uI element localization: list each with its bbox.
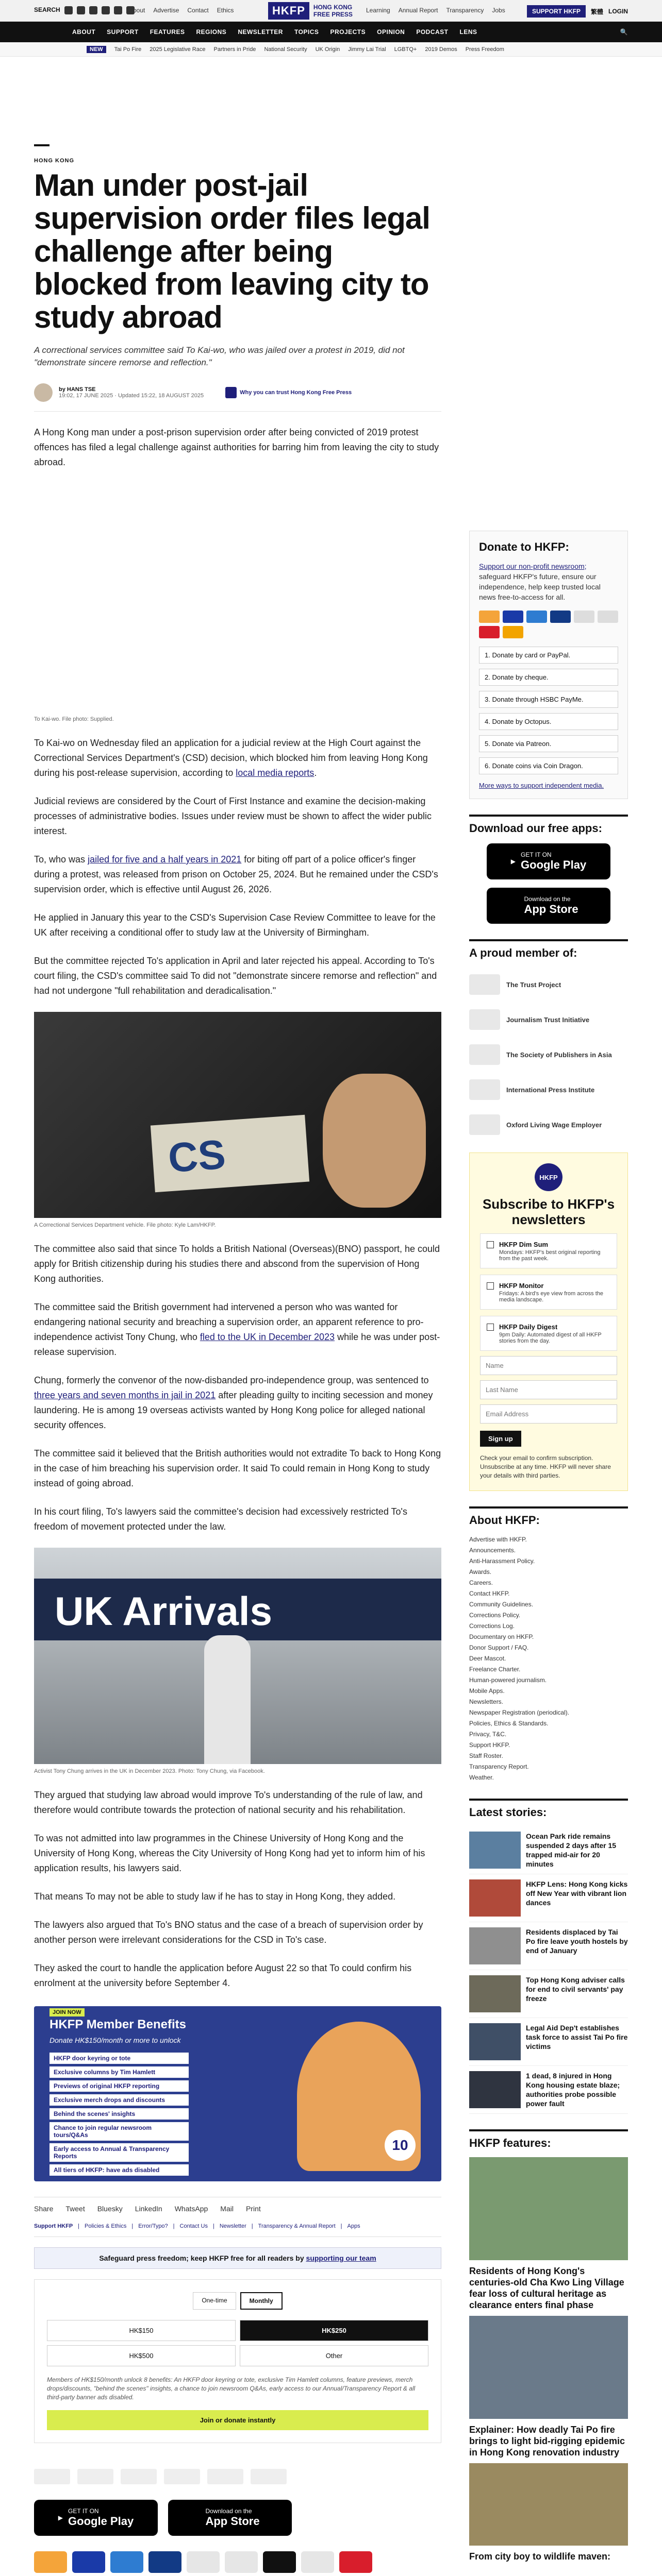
footer-link[interactable]: Contact Us: [179, 2223, 208, 2229]
nav-search-icon[interactable]: 🔍: [620, 28, 628, 36]
nav-support[interactable]: SUPPORT: [107, 28, 139, 36]
amount-option-other[interactable]: Other: [240, 2345, 428, 2366]
member-benefits-banner[interactable]: [34, 2006, 441, 2181]
latest-story[interactable]: 1 dead, 8 injured in Hong Kong housing estate blaze; authorities probe possible power fault: [469, 2066, 628, 2114]
member-list: [469, 967, 628, 1142]
photo-caption: A Correctional Services Department vehicle. File photo: Kyle Lam/HKFP.: [34, 1222, 216, 1228]
deer-mascot-icon: [297, 2022, 421, 2171]
payme-icon: [339, 2551, 372, 2573]
feature-image: [469, 2316, 628, 2419]
amex-icon: [110, 2551, 143, 2573]
amount-option-selected[interactable]: HK$250: [240, 2320, 428, 2341]
about-link[interactable]: Advertise with HKFP.: [469, 1536, 527, 1543]
top-bar: [0, 0, 662, 22]
trending-item[interactable]: 2025 Legislative Race: [150, 46, 206, 53]
paypal-icon: [550, 611, 571, 623]
benefit-item: HKFP door keyring or tote: [49, 2053, 189, 2064]
top-link-annual-report[interactable]: Annual Report: [398, 7, 438, 14]
logo-box: HKFP: [268, 2, 309, 20]
newsletter-option[interactable]: HKFP Monitor Fridays: A bird's eye view from across the media landscape.: [480, 1275, 617, 1310]
signup-button[interactable]: Sign up: [480, 1431, 521, 1447]
googlepay-icon: [301, 2551, 334, 2573]
trust-link[interactable]: Why you can trust Hong Kong Free Press: [225, 387, 352, 398]
jcb-icon: [187, 2551, 220, 2573]
features-title: HKFP features:: [469, 2129, 628, 2150]
new-badge: NEW: [87, 46, 106, 53]
top-links-right: [366, 7, 505, 14]
share-button[interactable]: Share: [34, 2205, 54, 2213]
newsletter-title: Subscribe to HKFP's newsletters: [482, 1196, 615, 1227]
paragraph: Chung, formerly the convenor of the now-disbanded pro-independence group, was sentenced to three years and seven months in jail in 2021 after pleading guilty to inciting secession and money laundering. He is among 19 overseas activists wanted by Hong Kong police for alleged national security offences.: [34, 1375, 433, 1430]
trust-project-icon: [469, 974, 500, 995]
about-link[interactable]: Documentary on HKFP.: [469, 1633, 534, 1640]
join-now-badge[interactable]: JOIN NOW: [49, 2008, 85, 2016]
byline: [34, 383, 441, 412]
monthly-option[interactable]: Monthly: [240, 2292, 283, 2310]
social-icons: [34, 6, 135, 14]
feature-story[interactable]: From city boy to wildlife maven:: [469, 2463, 628, 2562]
trending-item[interactable]: Jimmy Lai Trial: [348, 46, 386, 53]
nav-newsletter[interactable]: NEWSLETTER: [238, 28, 283, 36]
donate-text: Support our non-profit newsroom; safeguard HKFP's future, ensure our independence, help keep trusted local news free-to-access for all.: [479, 562, 601, 601]
paragraph: The committee said it believed that the British authorities would not extradite To back to Hong Kong in the case of him breaching his supervision order. It said To could remain in Hong Kong to study instead of going abroad.: [34, 1448, 441, 1488]
latest-story[interactable]: Ocean Park ride remains suspended 2 days after 15 trapped mid-air for 20 minutes: [469, 1826, 628, 1874]
story-thumbnail: [469, 2023, 521, 2060]
apps-title: Download our free apps:: [469, 815, 628, 835]
payment-methods: [34, 2551, 441, 2576]
trending-item[interactable]: 2019 Demos: [425, 46, 457, 53]
about-link[interactable]: Privacy, T&C.: [469, 1731, 507, 1738]
first-name-input[interactable]: Name: [480, 1356, 617, 1375]
feature-image: [469, 2157, 628, 2260]
linkedin-button[interactable]: LinkedIn: [135, 2205, 162, 2213]
paragraph: But the committee rejected To's application in April and later rejected his appeal. According to To's court filing, the CSD's committee said To did not "demonstrate sincere remorse and reflection" and had not undergone "full rehabilitation and deradicalisation.": [34, 956, 437, 996]
octopus-icon: [503, 626, 523, 638]
amount-option[interactable]: HK$150: [47, 2320, 236, 2341]
sopa-logo[interactable]: [121, 2469, 157, 2484]
unionpay-icon: [574, 611, 594, 623]
linkedin-icon[interactable]: [114, 6, 122, 14]
about-link[interactable]: Corrections Policy.: [469, 1612, 521, 1619]
trending-item[interactable]: Press Freedom: [465, 46, 504, 53]
story-thumbnail: [469, 1879, 521, 1917]
inline-link[interactable]: three years and seven months in jail in 2021: [34, 1390, 216, 1400]
nav-about[interactable]: ABOUT: [72, 28, 96, 36]
about-link[interactable]: Weather.: [469, 1774, 494, 1781]
top-link-advertise[interactable]: Advertise: [153, 7, 179, 14]
nav-podcast[interactable]: PODCAST: [416, 28, 449, 36]
inline-link[interactable]: fled to the UK in December 2023: [200, 1332, 335, 1342]
sidebar: [469, 531, 628, 2562]
anniversary-badge: 10: [385, 2130, 416, 2161]
member-item[interactable]: International Press Institute: [469, 1072, 628, 1107]
support-team-link[interactable]: supporting our team: [306, 2254, 376, 2262]
top-link-learning[interactable]: Learning: [366, 7, 390, 14]
about-link[interactable]: Contact HKFP.: [469, 1590, 510, 1597]
donate-option[interactable]: 3. Donate through HSBC PayMe.: [479, 691, 618, 708]
facebook-icon[interactable]: [77, 6, 85, 14]
site-logo[interactable]: [268, 2, 353, 20]
top-link-transparency[interactable]: Transparency: [446, 7, 484, 14]
paragraph: He applied in January this year to the CSD's Supervision Case Review Committee to leave for the UK after receiving a conditional offer to study law at the University of Birmingham.: [34, 912, 436, 938]
trending-item[interactable]: LGBTQ+: [394, 46, 417, 53]
vehicle-panel: CS: [151, 1115, 309, 1193]
about-link[interactable]: Newsletters.: [469, 1698, 504, 1705]
about-link[interactable]: Community Guidelines.: [469, 1601, 534, 1608]
member-item[interactable]: Journalism Trust Initiative: [469, 1002, 628, 1037]
app-store-button[interactable]: Download on the App Store: [168, 2500, 292, 2536]
benefit-item: Exclusive merch drops and discounts: [49, 2094, 189, 2106]
nav-lens[interactable]: LENS: [459, 28, 477, 36]
benefit-item: Exclusive columns by Tim Hamlett: [49, 2066, 189, 2078]
whatsapp-button[interactable]: WhatsApp: [174, 2205, 208, 2213]
about-link[interactable]: Staff Roster.: [469, 1752, 503, 1759]
ad-space: [34, 470, 441, 712]
photo-caption: To Kai-wo. File photo: Supplied.: [34, 716, 114, 722]
nav-projects[interactable]: PROJECTS: [330, 28, 366, 36]
award-logo[interactable]: [251, 2469, 287, 2484]
story-thumbnail: [469, 1975, 521, 2012]
top-link-about[interactable]: About: [129, 7, 145, 14]
paragraph: They argued that studying law abroad would improve To's understanding of the rule of law, and therefore would contribute towards the protection of national security and his rehabilitation.: [34, 1790, 423, 1815]
sopa-icon: [469, 1044, 500, 1065]
member-item[interactable]: The Trust Project: [469, 967, 628, 1002]
story-thumbnail: [469, 1832, 521, 1869]
footer-link[interactable]: Support HKFP: [34, 2223, 73, 2229]
about-link[interactable]: Transparency Report.: [469, 1763, 529, 1770]
about-link[interactable]: Awards.: [469, 1568, 492, 1575]
newsletter-note: Check your email to confirm subscription. Unsubscribe at any time. HKFP will never share your details with third parties.: [480, 1454, 611, 1479]
donate-option[interactable]: 1. Donate by card or PayPal.: [479, 647, 618, 664]
member-item[interactable]: The Society of Publishers in Asia: [469, 1037, 628, 1072]
mastercard-icon: [34, 2551, 67, 2573]
youtube-icon[interactable]: [102, 6, 110, 14]
footer-app-stores: [34, 2500, 441, 2536]
member-title: A proud member of:: [469, 939, 628, 960]
newsletter-option[interactable]: HKFP Daily Digest 9pm Daily: Automated digest of all HKFP stories from the day.: [480, 1316, 617, 1351]
login-link[interactable]: LOGIN: [608, 8, 628, 15]
author-avatar: [34, 383, 53, 402]
paragraph: The committee said the British government had intervened a person who was wanted for endangering national security and breaching a supervision order, an apparent reference to pro-independence activist Tony Chung, who fled to the UK in December 2023 while he was under post-release supervision.: [34, 1302, 440, 1357]
nav-features[interactable]: FEATURES: [150, 28, 185, 36]
checkbox[interactable]: [487, 1282, 494, 1290]
ipi-icon: [469, 1079, 500, 1100]
latest-story[interactable]: Residents displaced by Tai Po fire leave youth hostels by end of January: [469, 1922, 628, 1970]
article: [34, 88, 441, 2576]
article-standfirst: A correctional services committee said To Kai-wo, who was jailed over a protest in 2019, did not "demonstrate sincere remorse and reflection.": [34, 345, 405, 367]
top-link-contact[interactable]: Contact: [187, 7, 209, 14]
author-line: by HANS TSE: [59, 386, 96, 393]
story-thumbnail: [469, 1927, 521, 1964]
footer-link[interactable]: Policies & Ethics: [85, 2223, 127, 2229]
ipi-logo[interactable]: [164, 2469, 200, 2484]
bluesky-button[interactable]: Bluesky: [97, 2205, 123, 2213]
about-link[interactable]: Announcements.: [469, 1547, 516, 1554]
arrivals-sign: UK Arrivals: [34, 1579, 441, 1640]
inline-link[interactable]: jailed for five and a half years in 2021: [88, 854, 242, 865]
google-play-button[interactable]: ▶ GET IT ON Google Play: [34, 2500, 158, 2536]
footer-link[interactable]: Newsletter: [219, 2223, 246, 2229]
trust-badge-icon: [225, 387, 237, 398]
jti-logo[interactable]: [77, 2469, 113, 2484]
story-thumbnail: [469, 2071, 521, 2108]
donation-form: [34, 2279, 441, 2443]
newsletter-widget: [469, 1153, 628, 1491]
paragraph: In his court filing, To's lawyers said the committee's decision had excessively restricted To's freedom of movement protected under the law.: [34, 1506, 407, 1532]
footer-link[interactable]: Error/Typo?: [138, 2223, 168, 2229]
donate-option[interactable]: 5. Donate via Patreon.: [479, 735, 618, 752]
benefit-item: All tiers of HKFP: have ads disabled: [49, 2164, 189, 2176]
unionpay-icon: [225, 2551, 258, 2573]
csd-vehicle-photo: [34, 1012, 441, 1218]
feature-image: [469, 2463, 628, 2546]
donation-note: Members of HK$150/month unlock 8 benefits: An HKFP door keyring or tote, exclusive Tim Hamlett columns, feature previews, merch drops/discounts, "behind the scenes" insights, a chance to join newsroom Q&As, early access to our Annual/Transparency Report & all third-party banner ads disabled.: [47, 2376, 416, 2401]
language-toggle[interactable]: 繁體: [590, 8, 603, 15]
more-ways-link[interactable]: More ways to support independent media.: [479, 782, 604, 789]
join-donate-button[interactable]: Join or donate instantly: [47, 2410, 428, 2430]
top-actions: [527, 5, 628, 18]
instagram-icon[interactable]: [89, 6, 97, 14]
donate-title: Donate to HKFP:: [479, 540, 569, 553]
inline-link[interactable]: local media reports: [236, 768, 315, 778]
newsletter-badge: HKFP: [535, 1163, 562, 1191]
footer-link[interactable]: Transparency & Annual Report: [258, 2223, 336, 2229]
paragraph: That means To may not be able to study law if he has to stay in Hong Kong, they added.: [34, 1891, 396, 1902]
app-store-button[interactable]: Download on the App Store: [487, 888, 610, 924]
person-figure: [204, 1635, 251, 1764]
feature-story[interactable]: Residents of Hong Kong's centuries-old Cha Kwo Ling Village fear loss of cultural heritage as clearance enters final phase: [469, 2157, 628, 2311]
donate-option[interactable]: 2. Donate by cheque.: [479, 669, 618, 686]
about-link[interactable]: Anti-Harassment Policy.: [469, 1557, 535, 1565]
donate-widget: [469, 531, 628, 799]
paragraph: To was not admitted into law programmes in the Chinese University of Hong Kong and the University of Hong Kong, whereas the City University of Hong Kong had yet to inform him of his application results, his lawyers said.: [34, 1833, 425, 1873]
top-link-ethics[interactable]: Ethics: [217, 7, 234, 14]
support-newsroom-link[interactable]: Support our non-profit newsroom;: [479, 562, 587, 570]
mastercard-icon: [479, 611, 500, 623]
trending-item[interactable]: National Security: [264, 46, 307, 53]
applepay-icon: [263, 2551, 296, 2573]
trending-item[interactable]: Tai Po Fire: [114, 46, 142, 53]
latest-story[interactable]: Legal Aid Dep't establishes task force to assist Tai Po fire victims: [469, 2018, 628, 2066]
payme-icon: [479, 626, 500, 638]
checkbox[interactable]: [487, 1241, 494, 1248]
latest-story[interactable]: Top Hong Kong adviser calls for end to civil servants' pay freeze: [469, 1970, 628, 2018]
last-name-input[interactable]: Last Name: [480, 1380, 617, 1399]
logo-text: HONG KONG FREE PRESS: [313, 4, 353, 18]
nav-topics[interactable]: TOPICS: [294, 28, 319, 36]
top-links: [129, 7, 234, 14]
about-title: About HKFP:: [469, 1506, 628, 1527]
benefits-title: HKFP Member Benefits: [49, 2018, 186, 2031]
member-item[interactable]: Oxford Living Wage Employer: [469, 1107, 628, 1142]
amount-options: [47, 2320, 428, 2366]
about-link[interactable]: Freelance Charter.: [469, 1666, 521, 1673]
amex-icon: [526, 611, 547, 623]
benefit-item: Chance to join regular newsroom tours/Q&As: [49, 2122, 189, 2141]
benefits-list: [49, 2053, 189, 2178]
trust-project-logo[interactable]: [34, 2469, 70, 2484]
paypal-icon: [148, 2551, 181, 2573]
photographer-hand: [323, 1074, 426, 1208]
donate-option[interactable]: 4. Donate by Octopus.: [479, 713, 618, 730]
support-hkfp-button[interactable]: SUPPORT HKFP: [527, 5, 586, 18]
about-link[interactable]: Policies, Ethics & Standards.: [469, 1720, 549, 1727]
google-play-button[interactable]: ▶ GET IT ON Google Play: [487, 843, 610, 879]
paragraph: Judicial reviews are considered by the Court of First Instance and examine the decision-making processes of administrative bodies. Issues under review must be shown to affect the wider public interest.: [34, 796, 432, 836]
paragraph: They asked the court to handle the application before August 22 so that To could confirm his enrolment at the university before September 4.: [34, 1963, 412, 1988]
article-category[interactable]: HONG KONG: [34, 158, 75, 164]
about-link[interactable]: Support HKFP.: [469, 1741, 510, 1749]
category-rule: [34, 144, 49, 146]
living-wage-icon: [469, 1114, 500, 1135]
twitter-icon[interactable]: [64, 6, 73, 14]
about-link[interactable]: Corrections Log.: [469, 1622, 515, 1630]
newsletter-option[interactable]: HKFP Dim Sum Mondays: HKFP's best original reporting from the past week.: [480, 1233, 617, 1268]
paragraph: To, who was jailed for five and a half years in 2021 for biting off part of a police officer's finger during a protest, was released from prison on October 25, 2024. But he remained under the CSD's supervision order, which is effective until August 26, 2026.: [34, 854, 438, 894]
latest-story[interactable]: HKFP Lens: Hong Kong kicks off New Year with vibrant lion dances: [469, 1874, 628, 1922]
frequency-toggle: [47, 2292, 428, 2310]
about-link[interactable]: Newspaper Registration (periodical).: [469, 1709, 570, 1716]
main-nav: [0, 22, 662, 42]
benefit-item: Previews of original HKFP reporting: [49, 2080, 189, 2092]
email-input[interactable]: Email Address: [480, 1404, 617, 1423]
share-bar: [34, 2197, 441, 2213]
article-dates: 19:02, 17 JUNE 2025 · Updated 15:22, 18 AUGUST 2025: [59, 393, 204, 399]
benefits-subtitle: Donate HK$150/month or more to unlock: [49, 2036, 181, 2044]
nav-opinion[interactable]: OPINION: [377, 28, 405, 36]
about-link[interactable]: Human-powered journalism.: [469, 1676, 547, 1684]
payment-marks: [479, 611, 618, 638]
article-title: Man under post-jail supervision order files legal challenge after being blocked from leaving city to study abroad: [34, 168, 430, 334]
trending-item[interactable]: UK Origin: [315, 46, 340, 53]
jti-icon: [469, 1009, 500, 1030]
paragraph: The committee also said that since To holds a British National (Overseas)(BNO) passport, he could apply for British citizenship during his studies there and abscond from the supervision of Hong Kong authorities.: [34, 1244, 440, 1284]
search-icon[interactable]: SEARCH: [34, 6, 60, 13]
amount-option[interactable]: HK$500: [47, 2345, 236, 2366]
living-wage-logo[interactable]: [207, 2469, 243, 2484]
feature-story[interactable]: Explainer: How deadly Tai Po fire brings to light bid-rigging epidemic in Hong Kong renovation industry: [469, 2316, 628, 2458]
about-link[interactable]: Careers.: [469, 1579, 493, 1586]
visa-icon: [72, 2551, 105, 2573]
print-button[interactable]: Print: [245, 2205, 261, 2213]
donate-option[interactable]: 6. Donate coins via Coin Dragon.: [479, 757, 618, 774]
jcb-icon: [598, 611, 618, 623]
trending-bar: [0, 42, 662, 57]
benefit-item: Behind the scenes' insights: [49, 2108, 189, 2120]
paragraph: The lawyers also argued that To's BNO status and the case of a breach of supervision order by another person were irrelevant considerations for the CSD in To's case.: [34, 1920, 423, 1945]
latest-title: Latest stories:: [469, 1799, 628, 1819]
benefit-item: Early access to Annual & Transparency Reports: [49, 2143, 189, 2162]
checkbox[interactable]: [487, 1324, 494, 1331]
uk-arrivals-photo: [34, 1548, 441, 1764]
about-list: [469, 1534, 628, 1783]
nav-regions[interactable]: REGIONS: [196, 28, 227, 36]
photo-caption: Activist Tony Chung arrives in the UK in December 2023. Photo: Tony Chung, via Facebook.: [34, 1768, 265, 1774]
about-link[interactable]: Deer Mascot.: [469, 1655, 506, 1662]
author-link[interactable]: HANS TSE: [67, 386, 96, 393]
visa-icon: [503, 611, 523, 623]
footer-member-logos: [34, 2469, 441, 2484]
footer-link[interactable]: Apps: [347, 2223, 360, 2229]
paragraph: A Hong Kong man under a post-prison supervision order after being convicted of 2019 protest offences has filed a legal challenge against authorities for barring him from leaving the city to study abroad.: [34, 427, 439, 467]
one-time-option[interactable]: One-time: [193, 2292, 236, 2310]
safeguard-banner: Safeguard press freedom; keep HKFP free for all readers by supporting our team: [34, 2247, 441, 2269]
mail-button[interactable]: Mail: [220, 2205, 234, 2213]
tweet-button[interactable]: Tweet: [65, 2205, 85, 2213]
top-link-jobs[interactable]: Jobs: [492, 7, 505, 14]
paragraph: To Kai-wo on Wednesday filed an application for a judicial review at the High Court against the Correctional Services Department's (CSD) decision, which blocked him from leaving Hong Kong during his post-release supervision, according to local media reports.: [34, 738, 428, 778]
article-footer-links: Support HKFP | Policies & Ethics | Error/Typo? | Contact Us | Newsletter | Transparency & Annual Report | Apps: [34, 2223, 441, 2237]
about-link[interactable]: Mobile Apps.: [469, 1687, 505, 1694]
about-link[interactable]: Donor Support / FAQ.: [469, 1644, 529, 1651]
trending-item[interactable]: Partners in Pride: [213, 46, 256, 53]
